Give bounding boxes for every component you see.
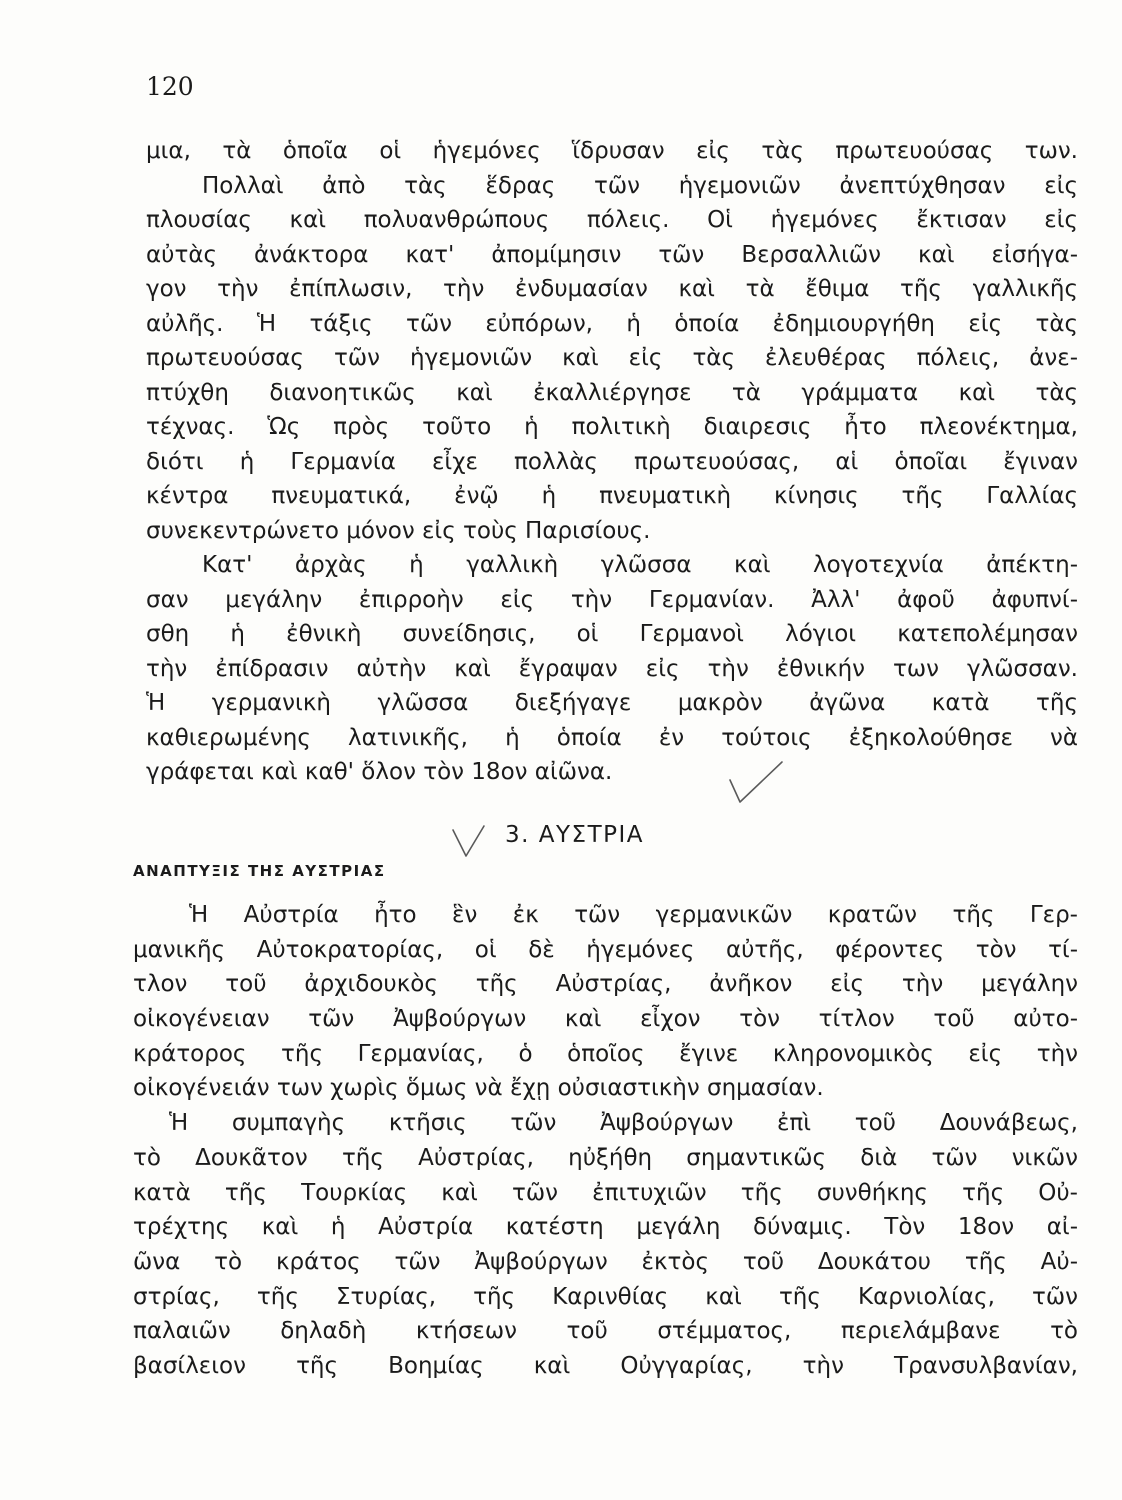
text-line: Κατ' ἀρχὰς ἡ γαλλικὴ γλῶσσα καὶ λογοτεχνία ἀπέκτη- (202, 552, 1078, 578)
text-line: καθιερωμένης λατινικῆς, ἡ ὁποία ἐν τούτοις ἐξηκολούθησε νὰ (146, 724, 1078, 751)
text-line: Ἡ συμπαγὴς κτῆσις τῶν Ἀψβούργων ἐπὶ τοῦ Δουνάβεως, (169, 1110, 1078, 1137)
handwritten-check-mark-icon (450, 824, 490, 860)
text-line: πλουσίας καὶ πολυανθρώπους πόλεις. Οἱ ἡγεμόνες ἔκτισαν εἰς (146, 207, 1078, 233)
text-line: τὸ Δουκᾶτον τῆς Αὐστρίας, ηὐξήθη σημαντικῶς διὰ τῶν νικῶν (133, 1144, 1078, 1171)
text-line: παλαιῶν δηλαδὴ κτήσεων τοῦ στέμματος, περιελάμβανε τὸ (133, 1318, 1078, 1345)
text-line: Πολλαὶ ἀπὸ τὰς ἕδρας τῶν ἡγεμονιῶν ἀνεπτύχθησαν εἰς (202, 172, 1078, 199)
text-line: τὴν ἐπίδρασιν αὐτὴν καὶ ἔγραψαν εἰς τὴν ἐθνικήν των γλῶσσαν. (146, 655, 1078, 682)
text-line: τέχνας. Ὡς πρὸς τοῦτο ἡ πολιτικὴ διαιρεσις ἦτο πλεονέκτημα, (146, 414, 1078, 440)
section-2-body (133, 898, 1078, 1384)
text-line: γον τὴν ἐπίπλωσιν, τὴν ἐνδυμασίαν καὶ τὰ ἔθιμα τῆς γαλλικῆς (146, 276, 1078, 302)
text-line: σθη ἡ ἐθνικὴ συνείδησις, οἱ Γερμανοὶ λόγιοι κατεπολέμησαν (146, 621, 1078, 647)
text-line: σαν μεγάλην ἐπιρροὴν εἰς τὴν Γερμανίαν. Ἀλλ' ἀφοῦ ἀφυπνί- (146, 586, 1078, 613)
text-line: οἰκογένειάν των χωρὶς ὅμως νὰ ἔχῃ οὐσιαστικὴν σημασίαν. (133, 1075, 824, 1102)
text-line: βασίλειον τῆς Βοημίας καὶ Οὐγγαρίας, τὴν Τρανσυλβανίαν, (133, 1352, 1078, 1379)
text-line: οἰκογένειαν τῶν Ἀψβούργων καὶ εἶχον τὸν τίτλον τοῦ αὐτο- (133, 1006, 1078, 1033)
text-line: συνεκεντρώνετο μόνον εἰς τοὺς Παρισίους. (146, 517, 651, 544)
text-line: πτύχθη διανοητικῶς καὶ ἐκαλλιέργησε τὰ γράμματα καὶ τὰς (146, 379, 1078, 406)
text-line: αὐτὰς ἀνάκτορα κατ' ἀπομίμησιν τῶν Βερσαλλιῶν καὶ εἰσήγα- (146, 241, 1078, 268)
text-line: γράφεται καὶ καθ' ὅλον τὸν 18ον αἰῶνα. (146, 759, 613, 785)
text-line: μανικῆς Αὐτοκρατορίας, οἱ δὲ ἡγεμόνες αὐτῆς, φέροντες τὸν τί- (133, 936, 1078, 963)
text-line: κράτορος τῆς Γερμανίας, ὁ ὁποῖος ἔγινε κληρονομικὸς εἰς τὴν (133, 1040, 1078, 1067)
page-number: 120 (146, 72, 194, 101)
text-line: κατὰ τῆς Τουρκίας καὶ τῶν ἐπιτυχιῶν τῆς συνθήκης τῆς Οὐ- (133, 1179, 1078, 1206)
text-line: ῶνα τὸ κράτος τῶν Ἀψβούργων ἐκτὸς τοῦ Δουκάτου τῆς Αὐ- (133, 1248, 1078, 1275)
section-heading: 3. ΑΥΣΤΡΙΑ (505, 822, 645, 848)
section-subheading: ΑΝΑΠΤΥΞΙΣ ΤΗΣ ΑΥΣΤΡΙΑΣ (133, 862, 386, 880)
text-line: πρωτευούσας τῶν ἡγεμονιῶν καὶ εἰς τὰς ἐλευθέρας πόλεις, ἀνε- (146, 345, 1078, 371)
text-line: διότι ἡ Γερμανία εἶχε πολλὰς πρωτευούσας, αἱ ὁποῖαι ἔγιναν (146, 448, 1078, 475)
text-line: Ἡ Αὐστρία ἦτο ἓν ἐκ τῶν γερμανικῶν κρατῶν τῆς Γερ- (189, 902, 1078, 928)
text-line: τλον τοῦ ἀρχιδουκὸς τῆς Αὐστρίας, ἀνῆκον εἰς τὴν μεγάλην (133, 971, 1078, 998)
text-line: αὐλῆς. Ἡ τάξις τῶν εὐπόρων, ἡ ὁποία ἐδημιουργήθη εἰς τὰς (146, 310, 1078, 337)
text-line: κέντρα πνευματικά, ἐνῷ ἡ πνευματικὴ κίνησις τῆς Γαλλίας (146, 483, 1078, 509)
handwritten-check-mark-icon (726, 758, 786, 806)
text-line: Ἡ γερμανικὴ γλῶσσα διεξήγαγε μακρὸν ἀγῶνα κατὰ τῆς (146, 690, 1078, 716)
text-line: στρίας, τῆς Στυρίας, τῆς Καρινθίας καὶ τῆς Καρνιολίας, τῶν (133, 1283, 1078, 1310)
text-line: τρέχτης καὶ ἡ Αὐστρία κατέστη μεγάλη δύναμις. Τὸν 18ον αἰ- (133, 1214, 1078, 1241)
text-line: μια, τὰ ὁποῖα οἱ ἡγεμόνες ἵδρυσαν εἰς τὰς πρωτευούσας των. (146, 138, 1078, 164)
section-1-body (146, 134, 1078, 790)
